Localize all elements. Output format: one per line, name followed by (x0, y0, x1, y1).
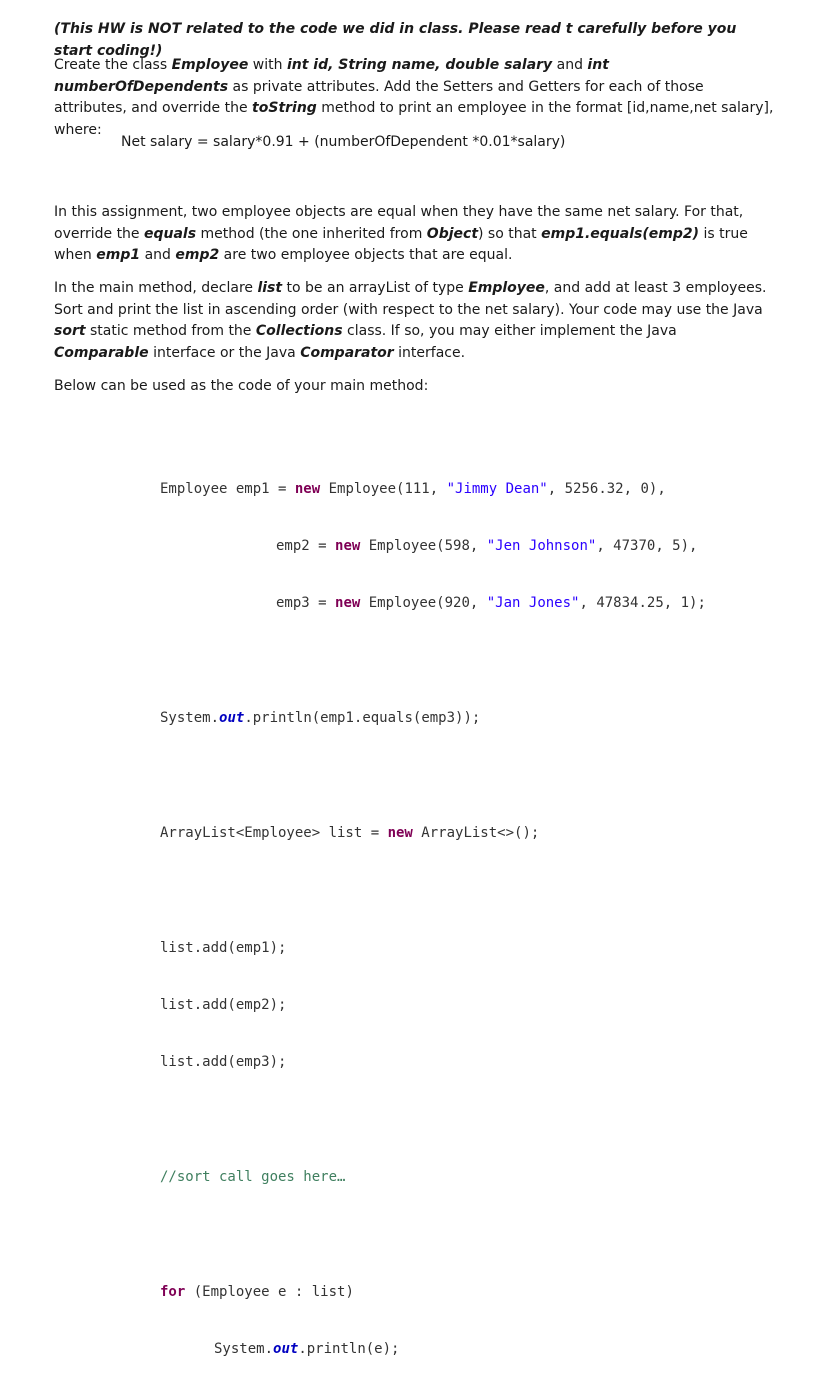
code-line: list.add(emp2); (160, 997, 287, 1013)
code-line: emp2 = new Employee(598, "Jen Johnson", 47370, 5), (276, 538, 698, 554)
paragraph-class-spec: Create the class Employee with int id, String name, double salary and int numberOfDependents as private attributes. Add the Setters and Getters for each of those attributes, and override the toString method to print an employee in the format [id,name,net salary], where: (54, 57, 774, 138)
paragraph-main-method: In the main method, declare list to be an arrayList of type Employee, and add at least 3 employees. Sort and print the list in ascending order (with respect to the net salary). Your code may use the Java sort static method from the Collections class. If so, you may either implement the Java Comparable interface or the Java Comparator interface. (54, 280, 767, 361)
code-line: System.out.println(emp1.equals(emp3)); (160, 710, 481, 726)
paragraph-equals: In this assignment, two employee objects are equal when they have the same net salary. For that, override the equals method (the one inherited from Object) so that emp1.equals(emp2) is true when emp1 and emp2 are two employee objects that are equal. (54, 204, 748, 263)
assignment-note: (This HW is NOT related to the code we did in class. Please read t carefully before you start coding!) (54, 21, 737, 59)
code-comment: //sort call goes here… (160, 1169, 346, 1185)
code-line: System.out.println(e); (214, 1341, 400, 1357)
code-line: list.add(emp1); (160, 940, 287, 956)
paragraph-code-intro: Below can be used as the code of your main method: (54, 378, 429, 394)
code-line: list.add(emp3); (160, 1054, 287, 1070)
code-block (160, 442, 780, 1397)
code-line: emp3 = new Employee(920, "Jan Jones", 47834.25, 1); (276, 595, 706, 611)
code-line: Employee emp1 = new Employee(111, "Jimmy Dean", 5256.32, 0), (160, 481, 666, 497)
code-line: ArrayList<Employee> list = new ArrayList<>(); (160, 825, 540, 841)
net-salary-formula: Net salary = salary*0.91 + (numberOfDependent *0.01*salary) (121, 134, 566, 150)
code-line: for (Employee e : list) (160, 1284, 354, 1300)
